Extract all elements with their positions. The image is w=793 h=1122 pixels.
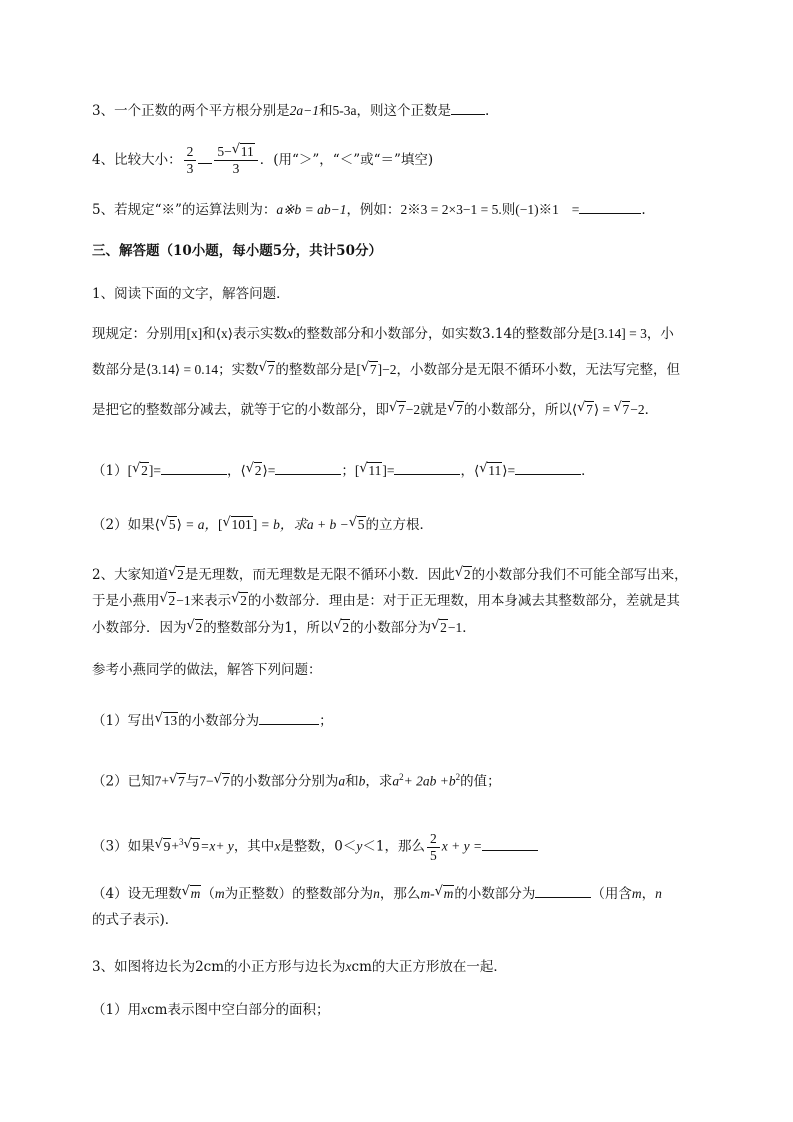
question-4: 4、比较大小： $\frac{2}{3}$ 5− √ 11 3 ．(用“＞”，“＜”或“＝”填空) bbox=[92, 142, 434, 176]
problem-2-text-line-2: 于是小燕用 √ 2−1来表示 √ 2的小数部分．理由是：对于正无理数，用本身减去其整数部分，差就是其 bbox=[92, 591, 680, 609]
answer-blank[interactable] bbox=[198, 149, 212, 164]
answer-blank[interactable] bbox=[161, 460, 227, 475]
problem-1-text-line-1: 现规定：分别用[x]和⟨x⟩表示实数x的整数部分和小数部分，如实数3.14的整数部分是[3.14] = 3，小 bbox=[92, 326, 674, 342]
answer-blank[interactable] bbox=[275, 460, 341, 475]
answer-blank[interactable] bbox=[482, 836, 538, 851]
problem-2-text-line-1: 2、大家知道 √ 2是无理数，而无理数是无限不循环小数．因此 √ 2的小数部分我们不可能全部写出来， bbox=[92, 565, 688, 583]
answer-blank[interactable] bbox=[451, 100, 485, 115]
problem-2-sub-3: （3）如果 √ 9+$^3$ √ 9=x+ y，其中x是整数，0＜y＜1，那么 $\frac{2}{5}$ x + y = bbox=[92, 826, 723, 864]
problem-1-text-line-2: 数部分是⟨3.14⟩ = 0.14；实数 √ 7的整数部分是[ √ 7]−2，小数部分是无限不循环小数，无法写完整，但 bbox=[92, 360, 681, 378]
problem-2-sub-4-line-1: （4）设无理数 √ m（m为正整数）的整数部分为n，那么m- √ m的小数部分为 （用含m，n bbox=[92, 884, 662, 902]
question-3: 3、一个正数的两个平方根分别是2a−1和5-3a，则这个正数是 . bbox=[92, 100, 723, 121]
section-title: 三、解答题（10小题，每小题5分，共计50分） bbox=[92, 243, 382, 259]
problem-1-sub-1: （1）[ √ 2]= ，⟨ √ 2⟩= ；[ √ 11]= ，⟨ √ 11⟩= ． bbox=[92, 461, 595, 479]
answer-blank[interactable] bbox=[535, 883, 591, 898]
problem-1-text-line-3: 是把它的整数部分减去，就等于它的小数部分，即 √ 7−2就是 √ 7的小数部分，所以⟨ √ 7⟩ = √ 7−2． bbox=[92, 400, 659, 418]
problem-2-sub-2: （2）已知7+ √ 7与7− √ 7的小数部分分别为a和b，求$a^2+ 2ab +b^2$的值； bbox=[92, 771, 501, 790]
problem-2-sub-4-line-2: 的式子表示)． bbox=[92, 912, 179, 928]
answer-blank[interactable] bbox=[259, 710, 319, 725]
answer-blank[interactable] bbox=[579, 199, 641, 214]
problem-2-reference: 参考小燕同学的做法，解答下列问题： bbox=[92, 662, 322, 678]
problem-3-title: 3、如图将边长为2cm的小正方形与边长为xcm的大正方形放在一起． bbox=[92, 959, 507, 975]
problem-1-title: 1、阅读下面的文字，解答问题． bbox=[92, 286, 290, 302]
problem-1-sub-2: （2）如果⟨ √ 5⟩ = a，[ √ 101] = b，求a + b − √ 5的立方根． bbox=[92, 515, 434, 533]
answer-blank[interactable] bbox=[394, 460, 460, 475]
problem-3-sub-1: （1）用xcm表示图中空白部分的面积； bbox=[92, 1002, 330, 1018]
problem-2-text-line-3: 小数部分．因为 √ 2的整数部分为1，所以 √ 2的小数部分为 √ 2−1． bbox=[92, 618, 476, 636]
answer-blank[interactable] bbox=[515, 460, 581, 475]
fraction: $\frac{2}{5}$ bbox=[427, 831, 440, 864]
question-5: 5、若规定“※”的运算法则为：a※b = ab−1，例如：2※3 = 2×3−1 = 5.则(−1)※1 = . bbox=[92, 199, 723, 220]
fraction: 5− √ 11 3 bbox=[214, 144, 257, 177]
problem-2-sub-1: （1）写出 √ 13的小数部分为 ； bbox=[92, 711, 333, 729]
fraction: $\frac{2}{3}$ bbox=[184, 144, 197, 177]
